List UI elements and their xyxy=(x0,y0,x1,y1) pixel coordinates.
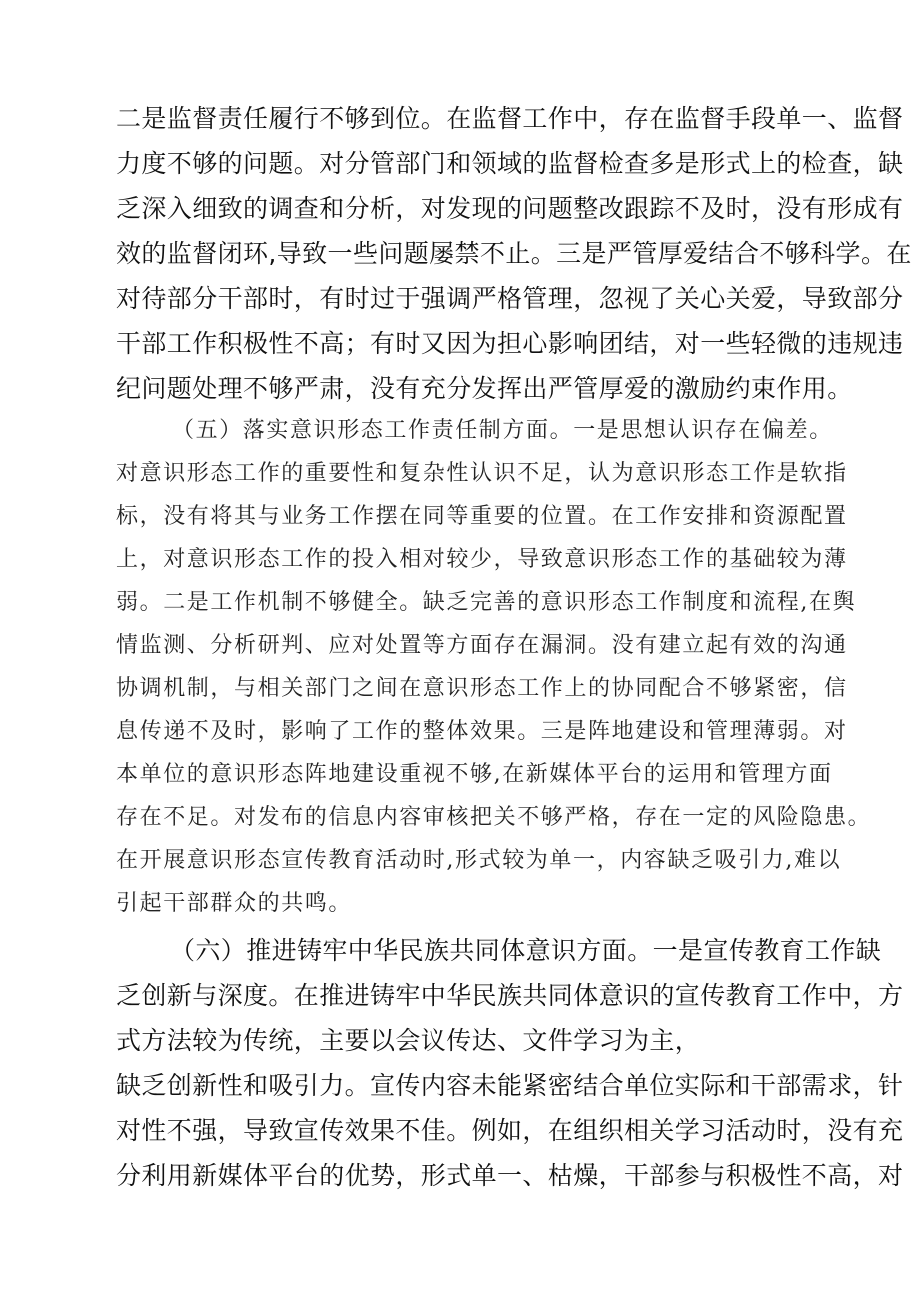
text-line: 弱。二是工作机制不够健全。缺乏完善的意识形态工作制度和流程,在舆 xyxy=(116,590,857,615)
text-line: 对性不强，导致宣传效果不佳。例如，在组织相关学习活动时，没有充 xyxy=(116,1116,904,1145)
text-line: 对待部分干部时，有时过于强调严格管理，忽视了关心关爱，导致部分 xyxy=(116,284,904,313)
text-line: 引起干部群众的共鸣。 xyxy=(116,891,353,916)
text-line: 效的监督闭环,导致一些问题屡禁不止。三是严管厚爱结合不够科学。在 xyxy=(116,239,912,268)
text-line: 纪问题处理不够严肃，没有充分发挥出严管厚爱的激励约束作用。 xyxy=(116,374,853,403)
text-line: 缺乏创新性和吸引力。宣传内容未能紧密结合单位实际和干部需求，针 xyxy=(116,1071,904,1100)
text-line: 乏创新与深度。在推进铸牢中华民族共同体意识的宣传教育工作中，方 xyxy=(116,981,904,1010)
text-line: 协调机制，与相关部门之间在意识形态工作上的协同配合不够紧密，信 xyxy=(116,676,848,701)
text-line: 本单位的意识形态阵地建设重视不够,在新媒体平台的运用和管理方面 xyxy=(116,762,833,787)
text-line: 二是监督责任履行不够到位。在监督工作中，存在监督手段单一、监督 xyxy=(116,104,904,133)
text-line: 对意识形态工作的重要性和复杂性认识不足，认为意识形态工作是软指 xyxy=(116,461,848,486)
text-line: 力度不够的问题。对分管部门和领域的监督检查多是形式上的检查，缺 xyxy=(116,149,904,178)
text-line: 存在不足。对发布的信息内容审核把关不够严格，存在一定的风险隐患。 xyxy=(116,805,872,830)
text-line: 在开展意识形态宣传教育活动时,形式较为单一，内容缺乏吸引力,难以 xyxy=(116,848,842,873)
text-line: 上，对意识形态工作的投入相对较少，导致意识形态工作的基础较为薄 xyxy=(116,547,848,572)
text-line: 标，没有将其与业务工作摆在同等重要的位置。在工作安排和资源配置 xyxy=(116,504,848,529)
text-line: 乏深入细致的调查和分析，对发现的问题整改跟踪不及时，没有形成有 xyxy=(116,194,904,223)
text-line: 情监测、分析研判、应对处置等方面存在漏洞。没有建立起有效的沟通 xyxy=(116,633,848,658)
text-line: （六）推进铸牢中华民族共同体意识方面。一是宣传教育工作缺 xyxy=(170,936,882,965)
text-line: 式方法较为传统，主要以会议传达、文件学习为主， xyxy=(116,1026,701,1055)
text-line: 分利用新媒体平台的优势，形式单一、枯燥，干部参与积极性不高，对 xyxy=(116,1161,904,1190)
text-line: 息传递不及时，影响了工作的整体效果。三是阵地建设和管理薄弱。对 xyxy=(116,719,848,744)
text-line: （五）落实意识形态工作责任制方面。一是思想认识存在偏差。 xyxy=(172,418,833,443)
text-line: 干部工作积极性不高；有时又因为担心影响团结，对一些轻微的违规违 xyxy=(116,329,904,358)
